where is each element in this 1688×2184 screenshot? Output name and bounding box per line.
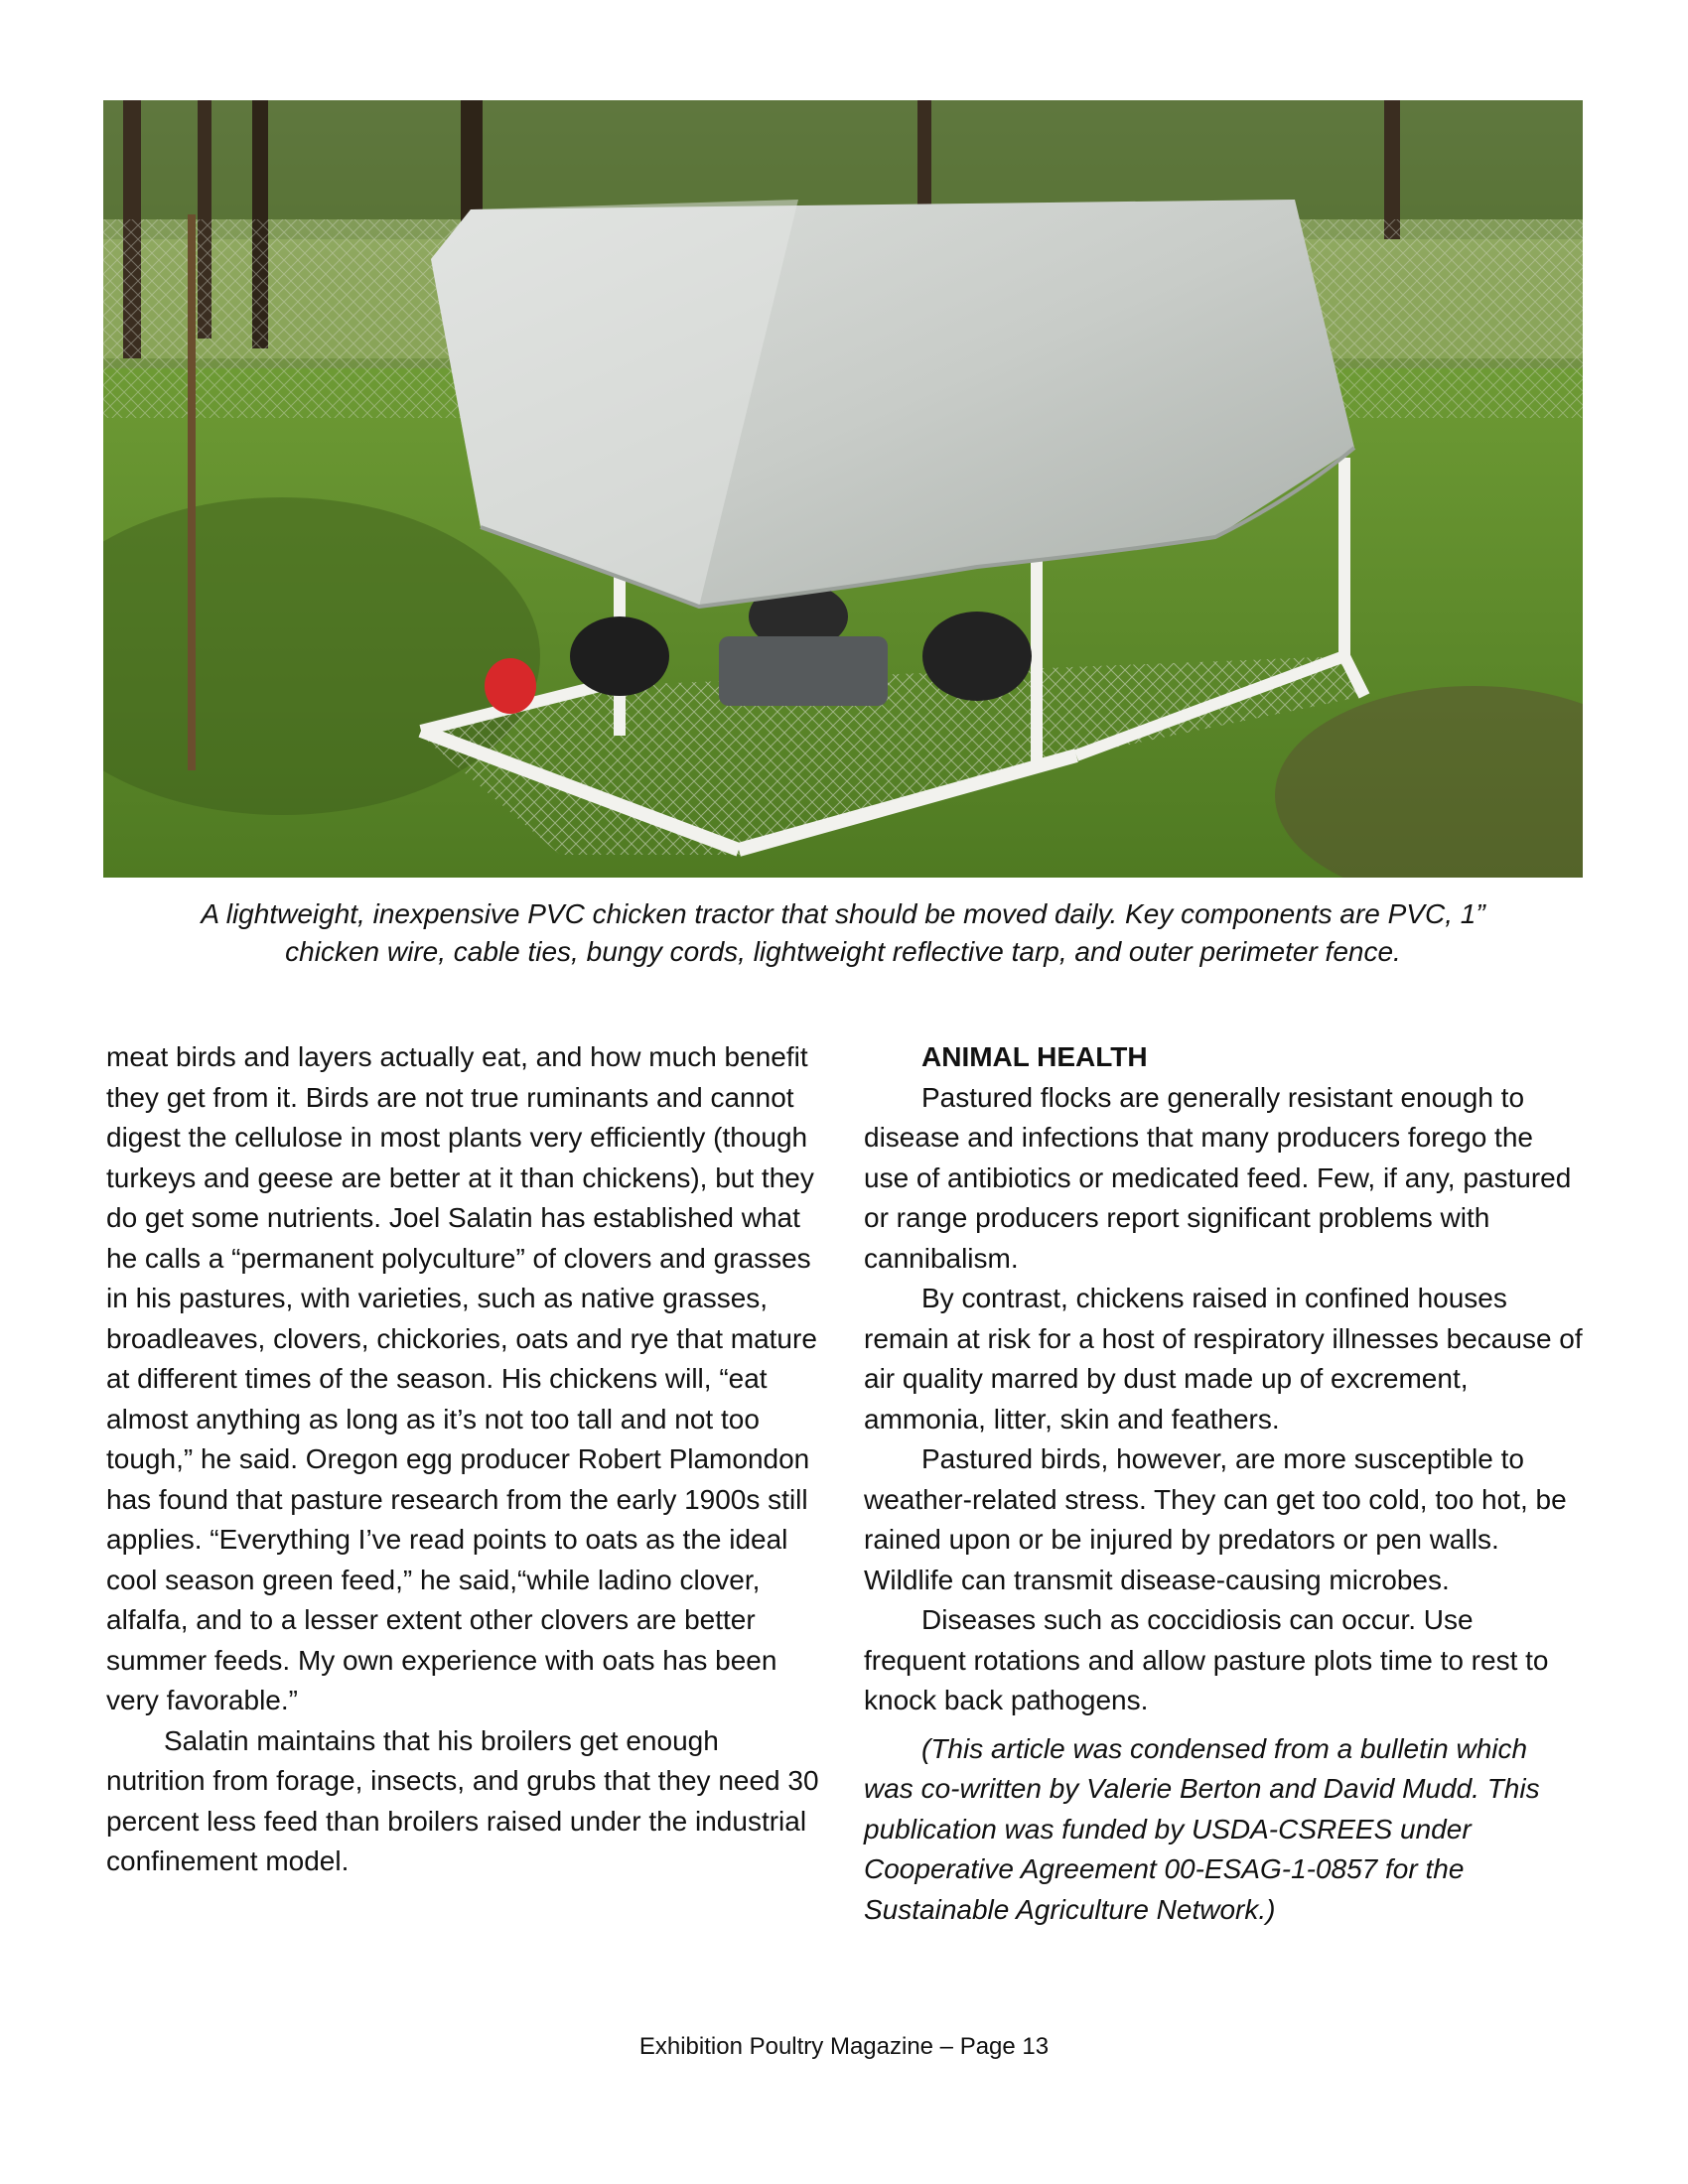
section-heading-animal-health: ANIMAL HEALTH [921,1041,1148,1072]
chicken-tractor-photo [103,100,1583,878]
left-paragraph-1: meat birds and layers actually eat, and how much benefit they get from it. Birds are not true ruminants and cannot digest the cellulose in most plants very efficiently (though turkeys and geese are better at it than chickens), but they do get some nutrients. Joel Salatin has established what he calls a “permanent polyculture” of clovers and grasses in his pastures, with varieties, such as native grasses, broadleaves, clovers, chickories, oats and rye that mature at different times of the season. His chickens will, “eat almost anything as long as it’s not too tall and not too tough,” he said. Oregon egg producer Robert Plamondon has found that pasture research from the early 1900s still applies. “Everything I’ve read points to oats as the ideal cool season green feed,” he said,“while ladino clover, alfalfa, and to a lesser extent other clovers are better summer feeds. My own experience with oats has been very favorable.” [106,1041,817,1715]
right-paragraph-1: Pastured flocks are generally resistant enough to disease and infections that many producers forego the use of antibiotics or medicated feed. Few, if any, pastured or range producers report significant problems with cannibalism. [864,1081,1572,1274]
left-column [106,1037,823,1882]
caption-line-1: A lightweight, inexpensive PVC chicken tractor that should be moved daily. Key components are PVC, 1” [201,898,1485,929]
photo-caption [103,895,1583,971]
article-source-note: (This article was condensed from a bulletin which was co-written by Valerie Berton and David Mudd. This publication was funded by USDA-CSREES under Cooperative Agreement 00-ESAG-1-0857 for the Sustainable Agriculture Network.) [864,1732,1540,1925]
right-column [864,1037,1583,1930]
photo-illustration [103,100,1583,878]
left-paragraph-2: Salatin maintains that his broilers get enough nutrition from forage, insects, and grubs that they need 30 percent less feed than broilers raised under the industrial confinement model. [106,1724,819,1876]
right-paragraph-4: Diseases such as coccidiosis can occur. Use frequent rotations and allow pasture plots time to rest to knock back pathogens. [864,1604,1549,1715]
caption-line-2: chicken wire, cable ties, bungy cords, lightweight reflective tarp, and outer perimeter fence. [285,936,1401,967]
right-paragraph-3: Pastured birds, however, are more susceptible to weather-related stress. They can get too cold, too hot, be rained upon or be injured by predators or pen walls. Wildlife can transmit disease-causing microbes. [864,1443,1567,1595]
page-footer: Exhibition Poultry Magazine – Page 13 [638,2033,1050,2060]
right-paragraph-2: By contrast, chickens raised in confined houses remain at risk for a host of respiratory illnesses because of air quality marred by dust made up of excrement, ammonia, litter, skin and feathers. [864,1283,1583,1434]
